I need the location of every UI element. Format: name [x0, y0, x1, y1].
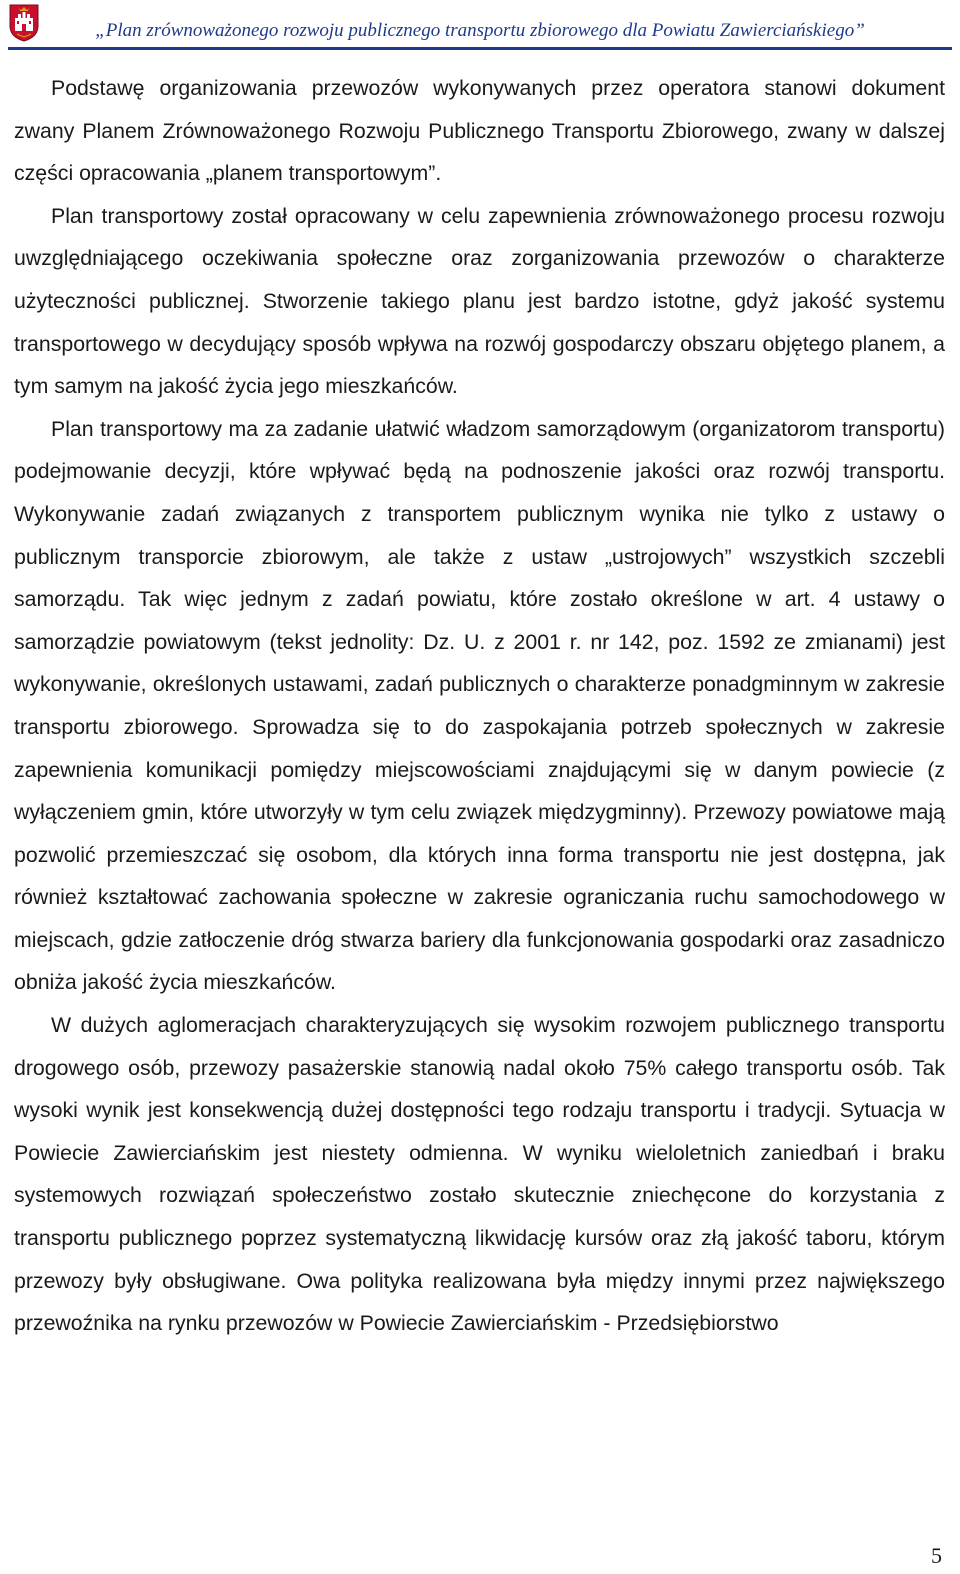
coat-of-arms-icon: [9, 4, 39, 42]
header-divider: [8, 47, 952, 50]
document-title: „Plan zrównoważonego rozwoju publicznego transportu zbiorowego dla Powiatu Zawierciańskiego”: [95, 20, 865, 41]
paragraph-4: W dużych aglomeracjach charakteryzujących się wysokim rozwojem publicznego transportu drogowego osób, przewozy pasażerskie stanowią nadal około 75% całego transportu osób. Tak wysoki wynik jest konsekwencją dużej dostępności tego rodzaju transportu i tradycji. Sytuacja w Powiecie Zawierciańskim jest niestety odmienna. W wyniku wieloletnich zaniedbań i braku systemowych rozwiązań społeczeństwo zostało skutecznie zniechęcone do korzystania z transportu publicznego poprzez systematyczną likwidację kursów oraz złą jakość taboru, którym przewozy były obsługiwane. Owa polityka realizowana była między innymi przez największego przewoźnika na rynku przewozów w Powiecie Zawierciańskim - Przedsiębiorstwo: [14, 1013, 945, 1336]
document-body: [14, 67, 945, 1345]
page-header: [0, 0, 960, 50]
paragraph-1: Podstawę organizowania przewozów wykonywanych przez operatora stanowi dokument zwany Planem Zrównoważonego Rozwoju Publicznego Transportu Zbiorowego, zwany w dalszej części opracowania „planem transportowym”.: [14, 76, 945, 186]
page-number: 5: [931, 1543, 942, 1568]
paragraph-3: Plan transportowy ma za zadanie ułatwić władzom samorządowym (organizatorom transportu) podejmowanie decyzji, które wpływać będą na podnoszenie jakości oraz rozwój transportu. Wykonywanie zadań związanych z transportem publicznym wynika nie tylko z ustawy o publicznym transporcie zbiorowym, ale także z ustaw „ustrojowych” wszystkich szczebli samorządu. Tak więc jednym z zadań powiatu, które zostało określone w art. 4 ustawy o samorządzie powiatowym (tekst jednolity: Dz. U. z 2001 r. nr 142, poz. 1592 ze zmianami) jest wykonywanie, określonych ustawami, zadań publicznych o charakterze ponadgminnym w zakresie transportu zbiorowego. Sprowadza się to do zaspokajania potrzeb społecznych w zakresie zapewnienia komunikacji pomiędzy miejscowościami znajdującymi się w danym powiecie (z wyłączeniem gmin, które utworzyły w tym celu związek międzygminny). Przewozy powiatowe mają pozwolić przemieszczać się osobom, dla których inna forma transportu nie jest dostępna, jak również kształtować zachowania społeczne w zakresie ograniczania ruchu samochodowego w miejscach, gdzie zatłoczenie dróg stwarza bariery dla funkcjonowania gospodarki oraz zasadniczo obniża jakość życia mieszkańców.: [14, 416, 945, 995]
paragraph-2: Plan transportowy został opracowany w celu zapewnienia zrównoważonego procesu rozwoju uwzględniającego oczekiwania społeczne oraz zorganizowania przewozów o charakterze użyteczności publicznej. Stworzenie takiego planu jest bardzo istotne, gdyż jakość systemu transportowego w decydujący sposób wpływa na rozwój gospodarczy obszaru objętego planem, a tym samym na jakość życia jego mieszkańców.: [14, 203, 945, 399]
